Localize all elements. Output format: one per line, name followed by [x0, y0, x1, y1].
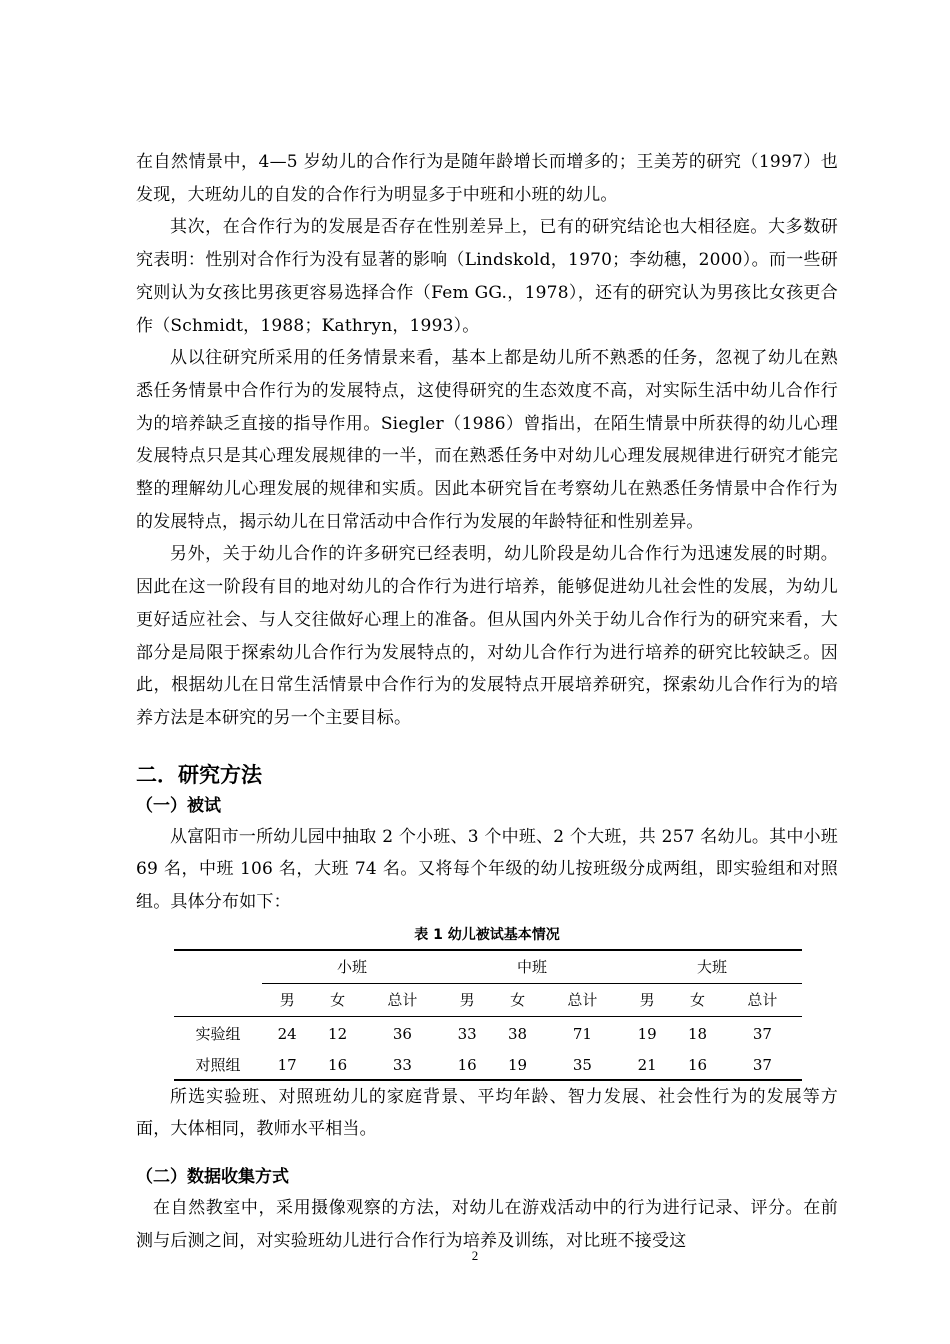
table-cell: 33 — [363, 1051, 442, 1080]
group-header-small: 小班 — [262, 950, 442, 984]
after-table-paragraph: 所选实验班、对照班幼儿的家庭背景、平均年龄、智力发展、社会性行为的发展等方面，大体相同，教师水平相当。 — [136, 1086, 838, 1140]
table-cell: 35 — [543, 1051, 622, 1080]
subheading-data-collection: （二）数据收集方式 — [136, 1167, 289, 1188]
spacer — [136, 1146, 838, 1162]
row-label: 实验组 — [174, 1016, 262, 1051]
row-label: 对照组 — [174, 1051, 262, 1080]
table-cell: 36 — [363, 1016, 442, 1051]
paragraph-3: 从以往研究所采用的任务情景来看，基本上都是幼儿所不熟悉的任务，忽视了幼儿在熟悉任务情景中合作行为的发展特点，这使得研究的生态效度不高，对实际生活中幼儿合作行为的培养缺乏直接的指导作用。Siegler（1986）曾指出，在陌生情景中所获得的幼儿心理发展特点只是其心理发展规律的一半，而在熟悉任务中对幼儿心理发展规律进行研究才能完整的理解幼儿心理发展的规律和实质。因此本研究旨在考察幼儿在熟悉任务情景中合作行为的发展特点，揭示幼儿在日常活动中合作行为发展的年龄特征和性别差异。 — [136, 348, 838, 532]
table-cell: 16 — [442, 1051, 492, 1080]
table-row-control — [174, 1051, 802, 1080]
table-cell: 16 — [672, 1051, 722, 1080]
table-cell: 33 — [442, 1016, 492, 1051]
paragraph-2: 其次，在合作行为的发展是否存在性别差异上，已有的研究结论也大相径庭。大多数研究表明：性别对合作行为没有显著的影响（Lindskold，1970；李幼穗，2000）。而一些研究则认为女孩比男孩更容易选择合作（Fem GG.，1978），还有的研究认为男孩比女孩更合作（Schmidt，1988；Kathryn，1993）。 — [136, 217, 838, 336]
table-cell: 37 — [723, 1016, 802, 1051]
table-cell: 21 — [622, 1051, 672, 1080]
data-collection-paragraph: 在自然教室中，采用摄像观察的方法，对幼儿在游戏活动中的行为进行记录、评分。在前测与后测之间，对实验班幼儿进行合作行为培养及训练，对比班不接受这 — [136, 1198, 838, 1251]
table-caption: 表 1 幼儿被试基本情况 — [414, 926, 560, 943]
subheader-cell: 总计 — [723, 983, 802, 1016]
subheader-cell: 总计 — [543, 983, 622, 1016]
table-corner-cell-2 — [174, 983, 262, 1016]
subheader-cell: 女 — [312, 983, 362, 1016]
subheader-cell: 男 — [262, 983, 312, 1016]
table-row-experimental — [174, 1016, 802, 1051]
group-header-large: 大班 — [622, 950, 802, 984]
subheader-cell: 男 — [442, 983, 492, 1016]
paragraph-1: 在自然情景中，4—5 岁幼儿的合作行为是随年龄增长而增多的；王美芳的研究（1997）也发现，大班幼儿的自发的合作行为明显多于中班和小班的幼儿。 — [136, 152, 838, 205]
paragraph-4: 另外，关于幼儿合作的许多研究已经表明，幼儿阶段是幼儿合作行为迅速发展的时期。因此在这一阶段有目的地对幼儿的合作行为进行培养，能够促进幼儿社会性的发展，为幼儿更好适应社会、与人交往做好心理上的准备。但从国内外关于幼儿合作行为的研究来看，大部分是局限于探索幼儿合作行为发展特点的，对幼儿合作行为进行培养的研究比较缺乏。因此，根据幼儿在日常生活情景中合作行为的发展特点开展培养研究，探索幼儿合作行为的培养方法是本研究的另一个主要目标。 — [136, 544, 838, 728]
table-cell: 37 — [723, 1051, 802, 1080]
group-header-middle: 中班 — [442, 950, 622, 984]
section-heading-methods: 二．研究方法 — [136, 762, 262, 787]
table-header-groups — [174, 950, 802, 984]
table-cell: 12 — [312, 1016, 362, 1051]
table-cell: 17 — [262, 1051, 312, 1080]
table-cell: 19 — [492, 1051, 542, 1080]
subheader-cell: 男 — [622, 983, 672, 1016]
page-content — [136, 146, 838, 1258]
table-cell: 71 — [543, 1016, 622, 1051]
subheading-subjects: （一）被试 — [136, 795, 221, 816]
table-cell: 19 — [622, 1016, 672, 1051]
subheader-cell: 总计 — [363, 983, 442, 1016]
table-cell: 24 — [262, 1016, 312, 1051]
table-header-subcolumns — [174, 983, 802, 1016]
table-cell: 16 — [312, 1051, 362, 1080]
subheader-cell: 女 — [492, 983, 542, 1016]
subjects-paragraph: 从富阳市一所幼儿园中抽取 2 个小班、3 个中班、2 个大班，共 257 名幼儿。其中小班 69 名，中班 106 名，大班 74 名。又将每个年级的幼儿按班级分成两组，即实验组和对照组。具体分布如下： — [136, 826, 838, 913]
page-number: 2 — [471, 1248, 479, 1263]
table-cell: 18 — [672, 1016, 722, 1051]
subheader-cell: 女 — [672, 983, 722, 1016]
subjects-table — [174, 949, 802, 1081]
table-cell: 38 — [492, 1016, 542, 1051]
table-corner-cell — [174, 950, 262, 984]
